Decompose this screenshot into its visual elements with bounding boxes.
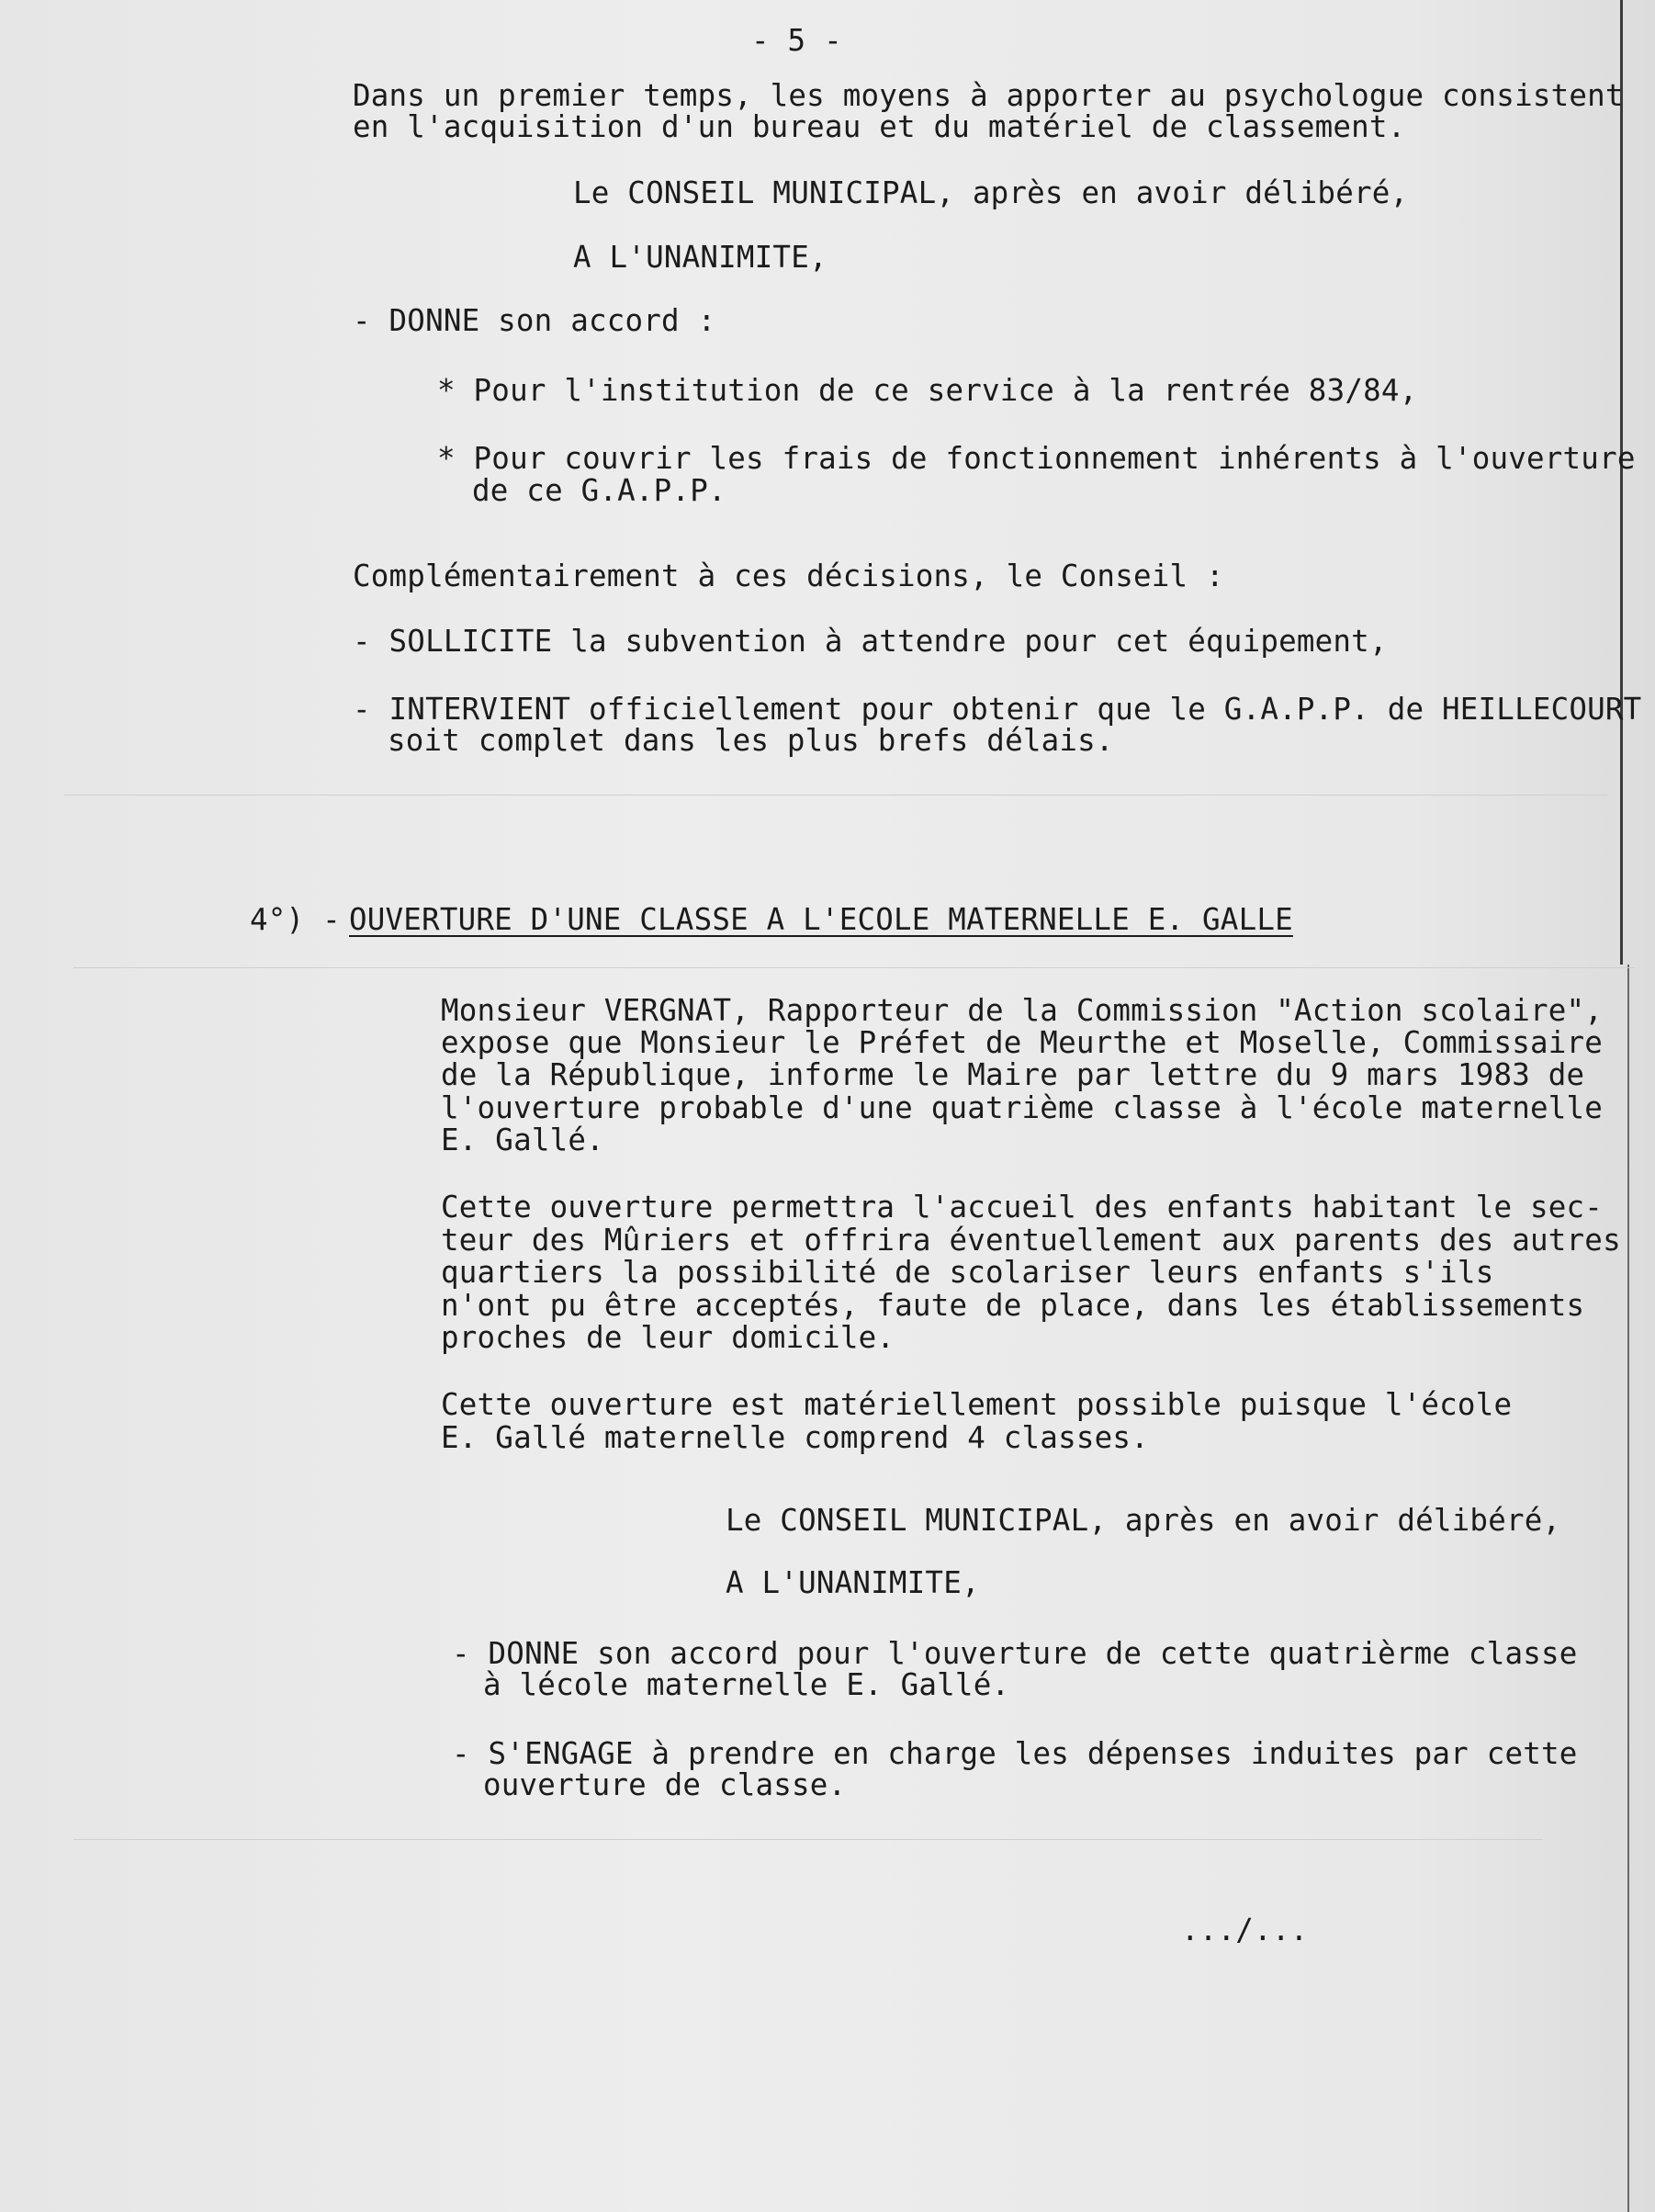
continuation-mark: .../... [1181,1913,1309,1947]
page-edge [1620,0,1623,965]
page-edge-lower [1627,965,1629,2212]
para2-line-3: quartiers la possibilité de scolariser leurs enfants s'ils [441,1255,1494,1290]
intro-line-2: en l'acquisition d'un bureau et du matériel de classement. [353,109,1406,144]
paste-seam [73,1839,1543,1840]
council-deliberation-2: Le CONSEIL MUNICIPAL, après en avoir délibéré, [726,1503,1561,1538]
para2-line-5: proches de leur domicile. [441,1320,895,1355]
para1-line-2: expose que Monsieur le Préfet de Meurthe et Moselle, Commissaire [441,1025,1604,1060]
donne-line-1: - DONNE son accord pour l'ouverture de cette quatrièrme classe [452,1636,1578,1671]
sollicite: - SOLLICITE la subvention à attendre pour cet équipement, [353,624,1388,659]
page-number: - 5 - [751,23,842,58]
donne-accord: - DONNE son accord : [353,303,716,338]
para3-line-2: E. Gallé maternelle comprend 4 classes. [441,1420,1149,1455]
engage-line-2: ouverture de classe. [483,1767,847,1802]
bullet-institution: * Pour l'institution de ce service à la rentrée 83/84, [437,373,1418,408]
intro-line-1: Dans un premier temps, les moyens à apporter au psychologue consistent [353,78,1624,113]
unanimity: A L'UNANIMITE, [573,240,828,275]
para2-line-4: n'ont pu être acceptés, faute de place, dans les établissements [441,1288,1585,1323]
complement: Complémentairement à ces décisions, le Conseil : [353,559,1224,593]
unanimity-2: A L'UNANIMITE, [726,1565,980,1600]
section-title: OUVERTURE D'UNE CLASSE A L'ECOLE MATERNELLE E. GALLE [349,902,1293,937]
para2-line-2: teur des Mûriers et offrira éventuellement aux parents des autres [441,1223,1621,1258]
bullet-frais-line-1: * Pour couvrir les frais de fonctionnement inhérents à l'ouverture [437,441,1636,476]
para1-line-5: E. Gallé. [441,1123,604,1157]
intervient-line-2: soit complet dans les plus brefs délais. [388,723,1114,758]
paste-seam [73,967,1635,968]
para2-line-1: Cette ouverture permettra l'accueil des enfants habitant le sec- [441,1190,1604,1224]
intervient-line-1: - INTERVIENT officiellement pour obtenir que le G.A.P.P. de HEILLECOURT [353,692,1642,727]
para3-line-1: Cette ouverture est matériellement possible puisque l'école [441,1387,1513,1422]
donne-line-2: à lécole maternelle E. Gallé. [483,1667,1010,1702]
section-number: 4°) - [250,902,341,937]
para1-line-4: l'ouverture probable d'une quatrième classe à l'école maternelle [441,1090,1604,1125]
engage-line-1: - S'ENGAGE à prendre en charge les dépenses induites par cette [452,1736,1578,1771]
para1-line-3: de la République, informe le Maire par lettre du 9 mars 1983 de [441,1057,1585,1092]
bullet-frais-line-2: de ce G.A.P.P. [472,473,726,508]
paste-seam [64,795,1607,796]
council-deliberation: Le CONSEIL MUNICIPAL, après en avoir délibéré, [573,175,1409,210]
para1-line-1: Monsieur VERGNAT, Rapporteur de la Commission "Action scolaire", [441,993,1604,1028]
